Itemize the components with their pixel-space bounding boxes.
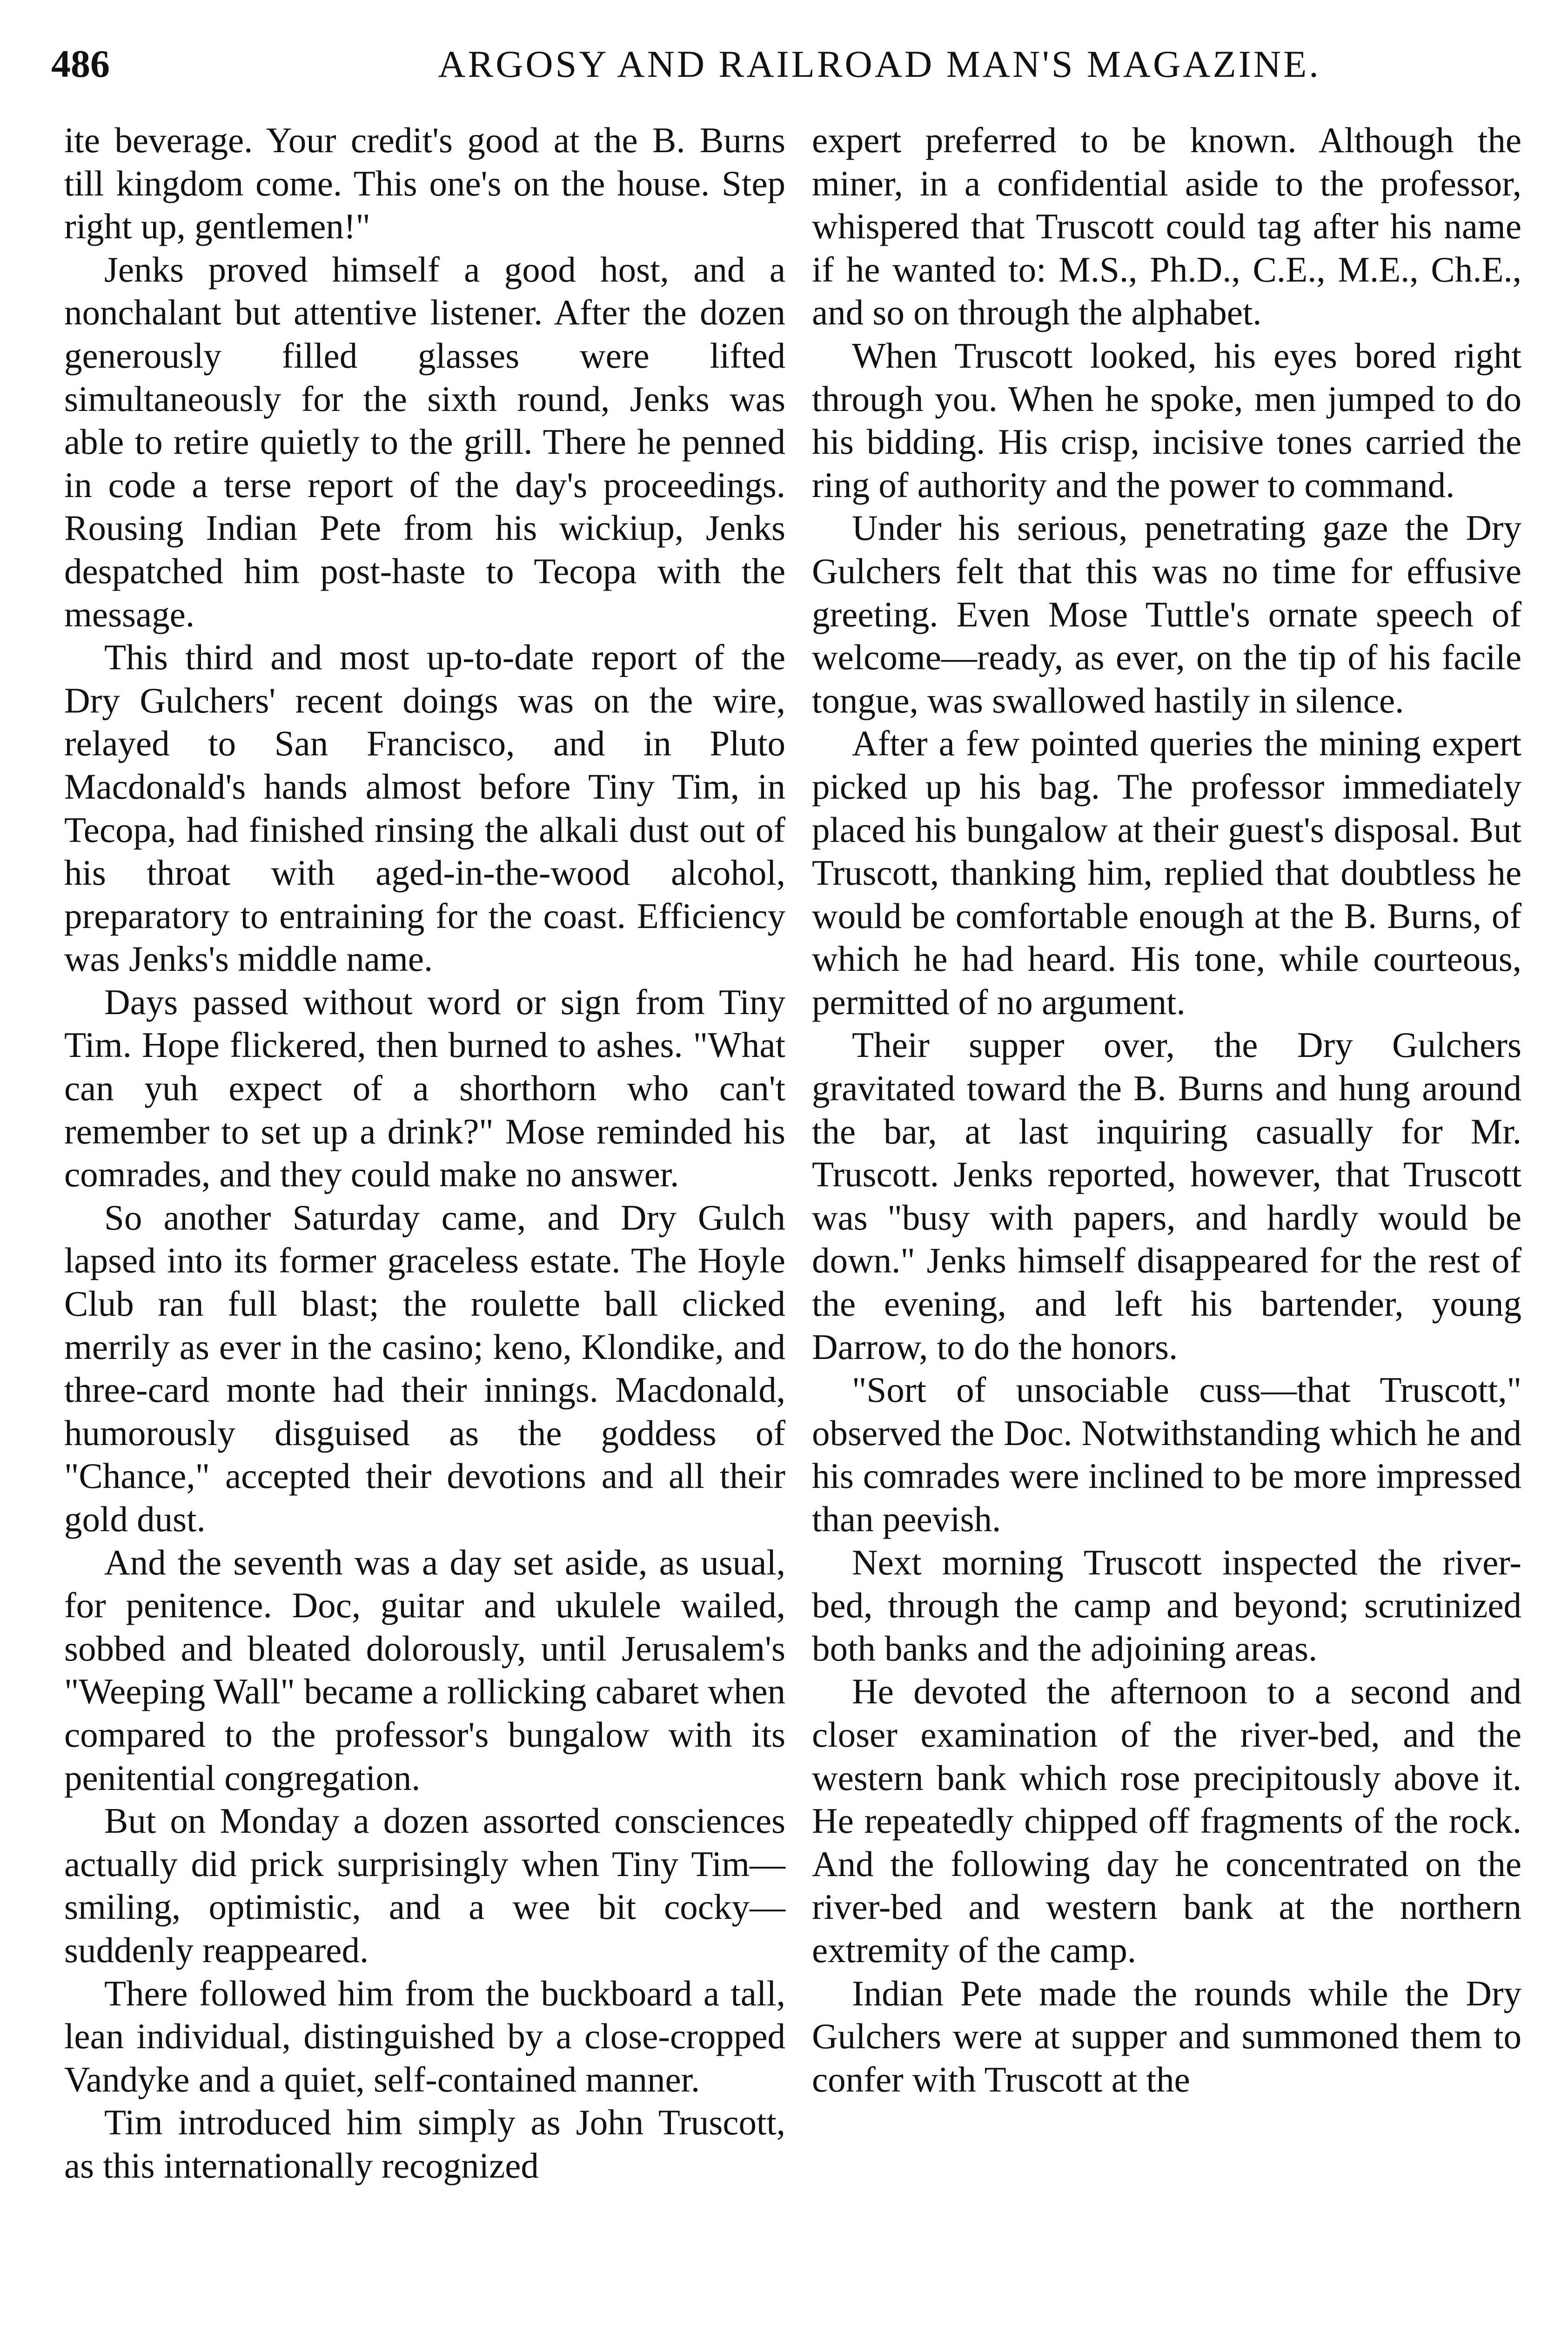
page-number: 486 — [51, 42, 110, 86]
paragraph: ite beverage. Your credit's good at the B. Burns till kingdom come. This one's on the house. Step right up, gentlemen!" — [64, 120, 785, 247]
paragraph: And the seventh was a day set aside, as usual, for penitence. Doc, guitar and ukulele wailed, sobbed and bleated dolorously, until Jerusalem's "Weeping Wall" became a rollicking cabaret when compared to the professor's bungalow with its penitential congregation. — [64, 1542, 785, 1798]
paragraph: "Sort of unsociable cuss—that Truscott," observed the Doc. Notwithstanding which he and his comrades were inclined to be more impressed than peevish. — [812, 1370, 1521, 1539]
left-column — [64, 119, 785, 2187]
paragraph: Next morning Truscott inspected the river-bed, through the camp and beyond; scrutinized both banks and the adjoining areas. — [812, 1542, 1521, 1668]
paragraph: After a few pointed queries the mining expert picked up his bag. The professor immediately placed his bungalow at their guest's disposal. But Truscott, thanking him, replied that doubtless he would be comfortable enough at the B. Burns, of which he had heard. His tone, while courteous, permitted of no argument. — [812, 723, 1521, 1022]
page-header — [51, 36, 1521, 92]
paragraph: He devoted the afternoon to a second and closer examination of the river-bed, and the western bank which rose precipitously above it. He repeatedly chipped off fragments of the rock. And the following day he concentrated on the river-bed and western bank at the northern extremity of the camp. — [812, 1671, 1521, 1970]
paragraph: Tim introduced him simply as John Truscott, as this internationally recognized — [64, 2102, 785, 2186]
paragraph: Their supper over, the Dry Gulchers gravitated toward the B. Burns and hung around the bar, at last inquiring casually for Mr. Truscott. Jenks reported, however, that Truscott was "busy with papers, and hardly would be down." Jenks himself disappeared for the rest of the evening, and left his bartender, young Darrow, to do the honors. — [812, 1025, 1521, 1367]
paragraph: But on Monday a dozen assorted consciences actually did prick surprisingly when Tiny Tim—smiling, optimistic, and a wee bit cocky—suddenly reappeared. — [64, 1801, 785, 1970]
paragraph: Days passed without word or sign from Tiny Tim. Hope flickered, then burned to ashes. "What can yuh expect of a shorthorn who can't remember to set up a drink?" Mose reminded his comrades, and they could make no answer. — [64, 982, 785, 1195]
paragraph: When Truscott looked, his eyes bored right through you. When he spoke, men jumped to do his bidding. His crisp, incisive tones carried the ring of authority and the power to command. — [812, 335, 1521, 505]
paragraph: Under his serious, penetrating gaze the Dry Gulchers felt that this was no time for effusive greeting. Even Mose Tuttle's ornate speech of welcome—ready, as ever, on the tip of his facile tongue, was swallowed hastily in silence. — [812, 508, 1521, 720]
running-title: ARGOSY AND RAILROAD MAN'S MAGAZINE. — [438, 43, 1321, 85]
paragraph: So another Saturday came, and Dry Gulch lapsed into its former graceless estate. The Hoyle Club ran full blast; the roulette ball clicked merrily as ever in the casino; keno, Klondike, and three-card monte had their innings. Macdonald, humorously disguised as the goddess of "Chance," accepted their devotions and all their gold dust. — [64, 1197, 785, 1539]
paragraph: This third and most up-to-date report of the Dry Gulchers' recent doings was on the wire, relayed to San Francisco, and in Pluto Macdonald's hands almost before Tiny Tim, in Tecopa, had finished rinsing the alkali dust out of his throat with aged-in-the-wood alcohol, preparatory to entraining for the coast. Efficiency was Jenks's middle name. — [64, 637, 785, 979]
right-column — [812, 119, 1521, 2101]
paragraph: expert preferred to be known. Although the miner, in a confidential aside to the professor, whispered that Truscott could tag after his name if he wanted to: M.S., Ph.D., C.E., M.E., Ch.E., and so on through the alphabet. — [812, 120, 1521, 333]
paragraph: Jenks proved himself a good host, and a nonchalant but attentive listener. After the dozen generously filled glasses were lifted simultaneously for the sixth round, Jenks was able to retire quietly to the grill. There he penned in code a terse report of the day's proceedings. Rousing Indian Pete from his wickiup, Jenks despatched him post-haste to Tecopa with the message. — [64, 249, 785, 634]
paragraph: Indian Pete made the rounds while the Dry Gulchers were at supper and summoned them to confer with Truscott at the — [812, 1973, 1521, 2099]
paragraph: There followed him from the buckboard a tall, lean individual, distinguished by a close-cropped Vandyke and a quiet, self-contained manner. — [64, 1973, 785, 2099]
